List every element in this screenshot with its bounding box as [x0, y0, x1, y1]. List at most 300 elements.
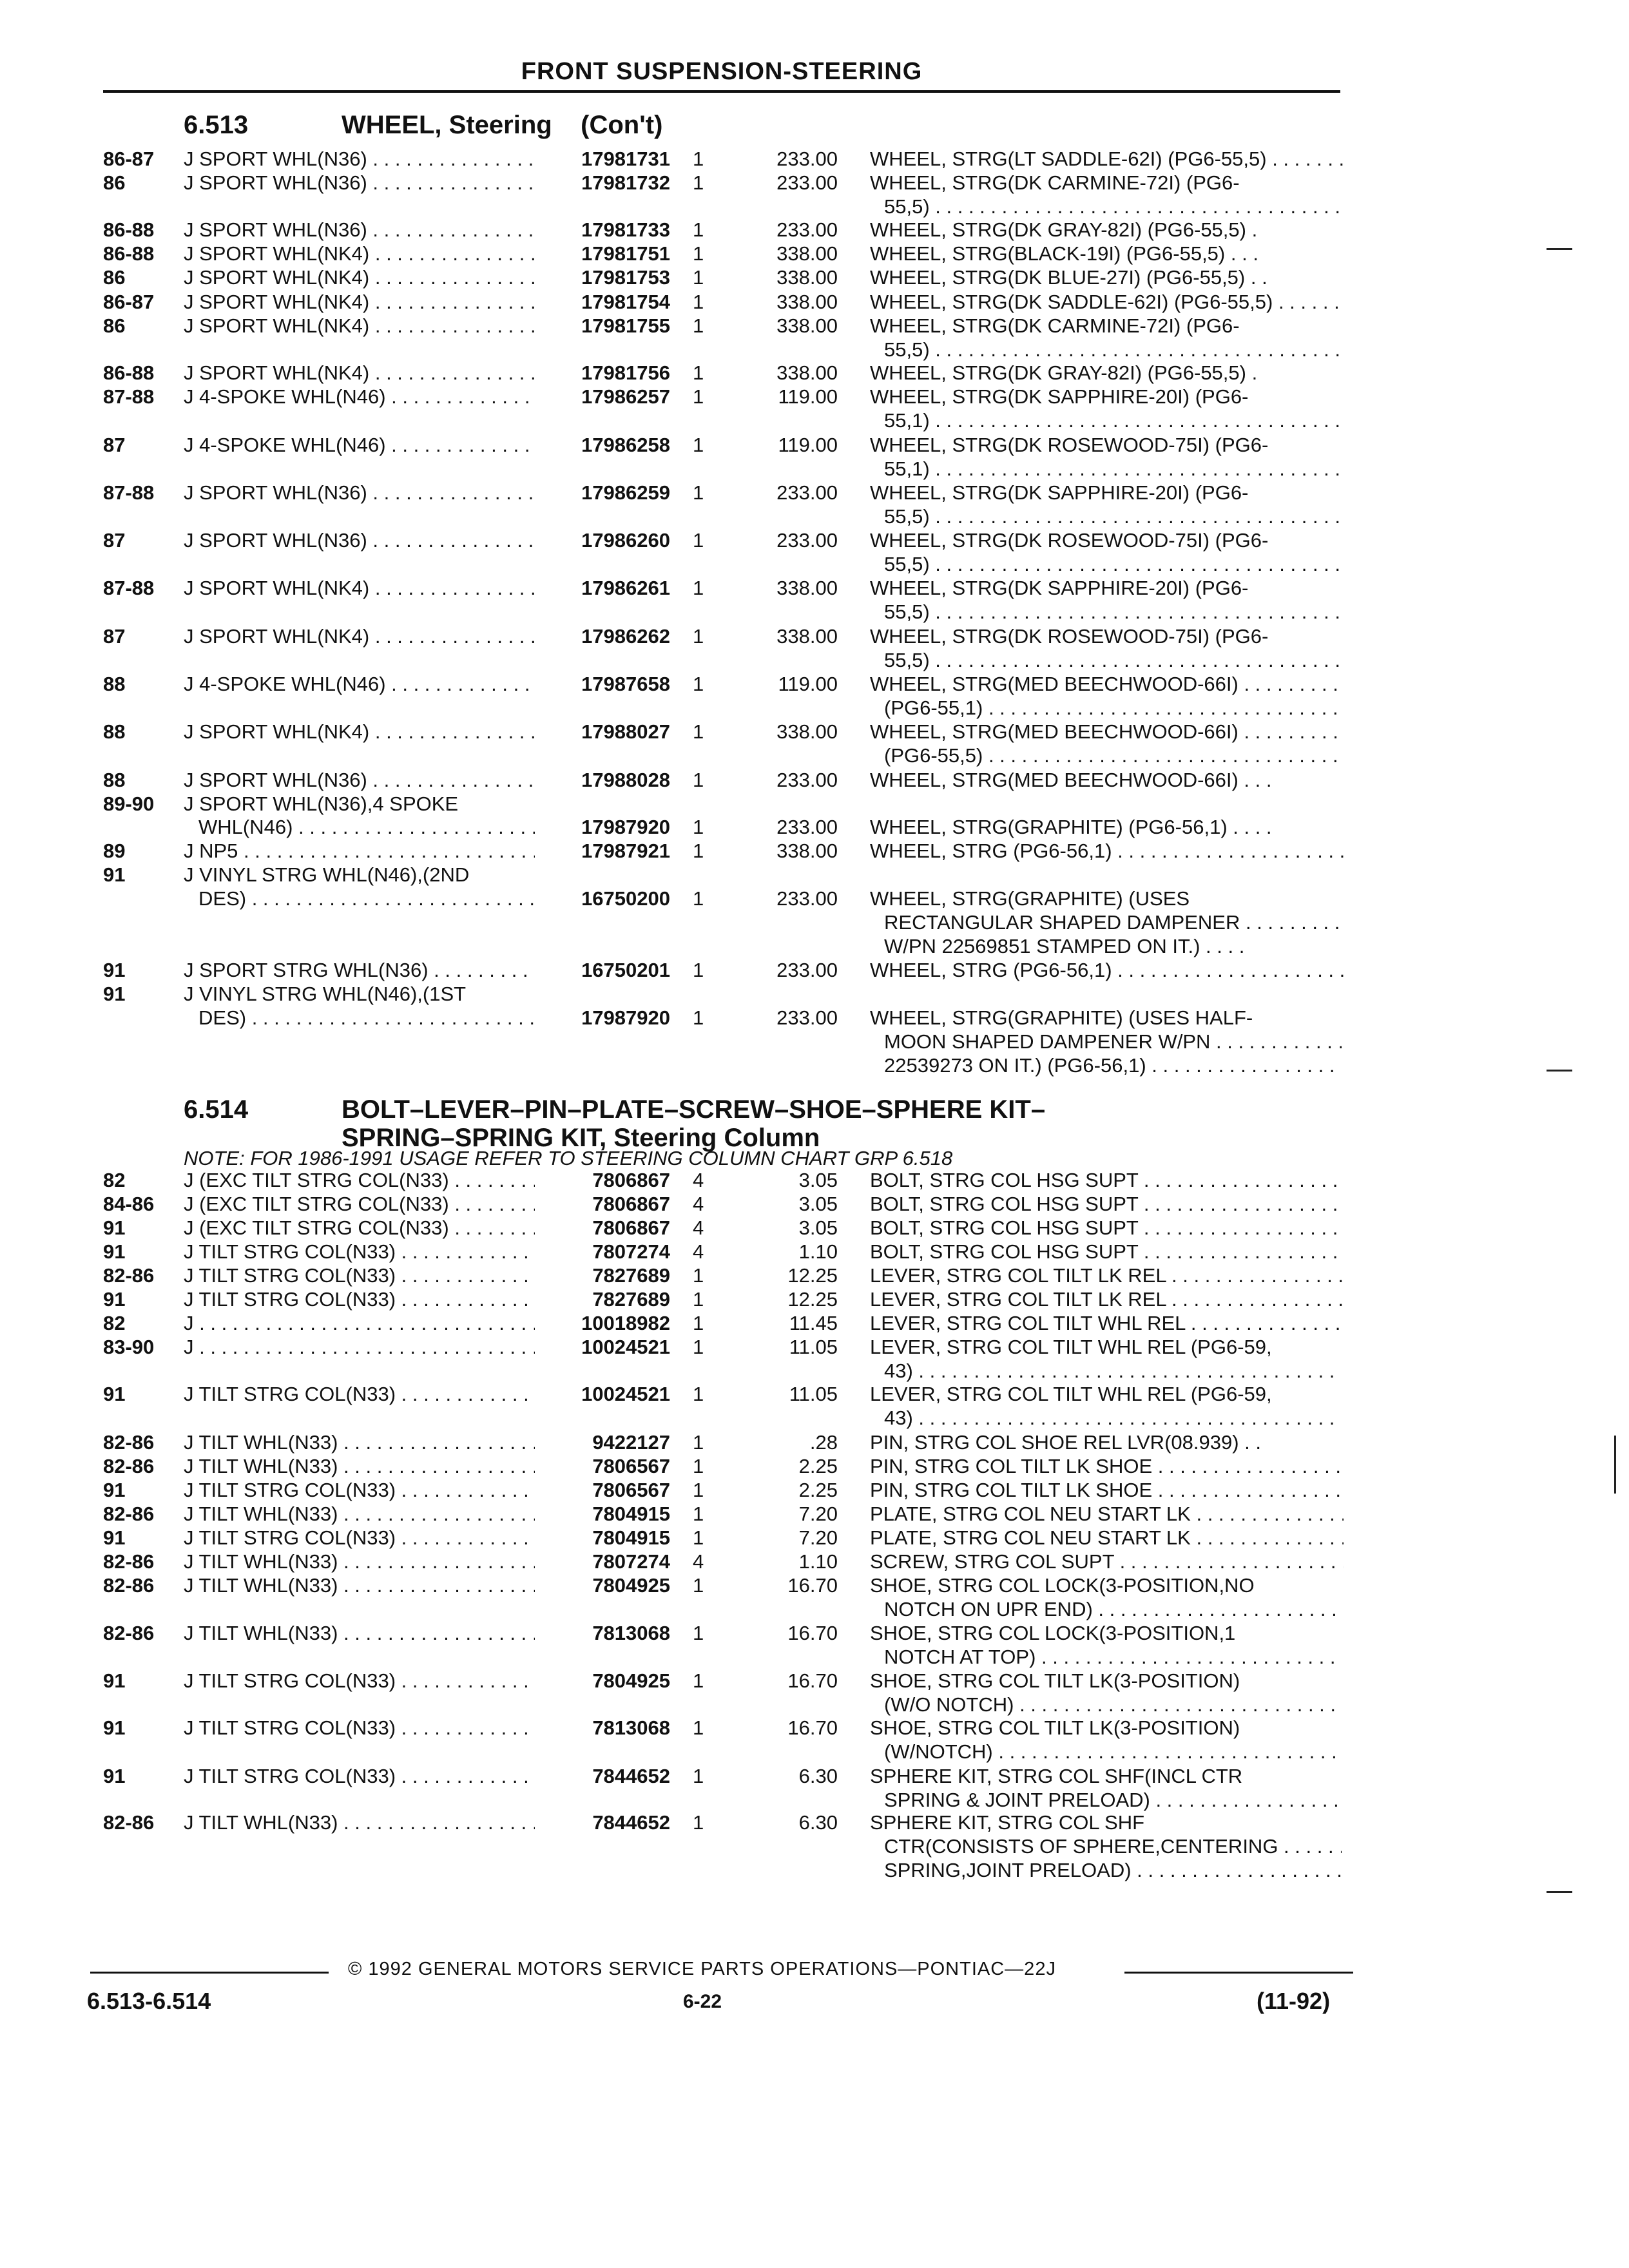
part-name-continuation: 43) . . . — [884, 1359, 1342, 1383]
quantity: 1 — [693, 1622, 704, 1644]
part-name: WHEEL, STRG(DK GRAY-82I) (PG6-55,5) . — [870, 361, 1258, 384]
part-name: LEVER, STRG COL TILT LK REL . . . — [870, 1264, 1344, 1287]
usage-description: J SPORT WHL(N36) . . . — [184, 218, 535, 242]
part-name-continuation: 55,1) . . . — [884, 457, 1342, 481]
model-years: 82 — [103, 1169, 126, 1191]
part-number: 10024521 — [581, 1336, 670, 1358]
usage-description: J TILT WHL(N33) . . . — [184, 1811, 535, 1834]
price: 12.25 — [787, 1264, 838, 1287]
model-years: 82-86 — [103, 1503, 155, 1525]
section-number: 6.513 — [184, 111, 249, 139]
quantity: 1 — [693, 148, 704, 170]
quantity: 1 — [693, 529, 704, 552]
price: 233.00 — [776, 218, 838, 241]
model-years: 87-88 — [103, 577, 155, 599]
model-years: 91 — [103, 1383, 126, 1405]
usage-description: J SPORT WHL(NK4) . . . — [184, 361, 535, 385]
part-name: SHOE, STRG COL TILT LK(3-POSITION) — [870, 1716, 1240, 1739]
model-years: 91 — [103, 1216, 126, 1239]
usage-description: J SPORT STRG WHL(N36) . . . — [184, 958, 535, 982]
part-name-continuation: (W/O NOTCH) . . . — [884, 1693, 1342, 1716]
part-name: WHEEL, STRG(GRAPHITE) (USES HALF- — [870, 1006, 1253, 1029]
part-number: 7844652 — [592, 1765, 670, 1787]
usage-description: J (EXC TILT STRG COL(N33) . . . — [184, 1192, 535, 1216]
part-number: 17981751 — [581, 242, 670, 265]
model-years: 87 — [103, 434, 126, 456]
part-name-continuation: 55,5) . . . — [884, 552, 1342, 576]
part-number: 17981756 — [581, 361, 670, 384]
usage-description: J SPORT WHL(N36) . . . — [184, 147, 535, 171]
usage-description: J TILT STRG COL(N33) . . . — [184, 1287, 535, 1311]
part-number: 17986259 — [581, 481, 670, 504]
margin-tick — [1547, 1891, 1572, 1893]
price: 12.25 — [787, 1288, 838, 1311]
quantity: 1 — [693, 1312, 704, 1334]
part-name: SHOE, STRG COL LOCK(3-POSITION,NO — [870, 1574, 1255, 1597]
quantity: 1 — [693, 1574, 704, 1597]
quantity: 1 — [693, 1765, 704, 1787]
part-number: 17981753 — [581, 266, 670, 289]
part-number: 17981732 — [581, 171, 670, 194]
margin-mark — [1614, 1436, 1616, 1494]
quantity: 1 — [693, 1526, 704, 1549]
part-number: 16750201 — [581, 959, 670, 981]
part-name-continuation: RECTANGULAR SHAPED DAMPENER . . . — [884, 910, 1342, 934]
part-name: BOLT, STRG COL HSG SUPT . . . — [870, 1216, 1344, 1240]
model-years: 82-86 — [103, 1550, 155, 1573]
part-number: 9422127 — [592, 1431, 670, 1454]
part-number: 7804925 — [592, 1574, 670, 1597]
usage-description: J TILT STRG COL(N33) . . . — [184, 1264, 535, 1287]
quantity: 1 — [693, 1336, 704, 1358]
part-name: SPHERE KIT, STRG COL SHF(INCL CTR — [870, 1765, 1243, 1787]
quantity: 1 — [693, 314, 704, 337]
usage-description: J TILT STRG COL(N33) . . . — [184, 1526, 535, 1550]
margin-tick — [1547, 1070, 1572, 1072]
price: 119.00 — [778, 385, 838, 408]
usage-description: J SPORT WHL(NK4) . . . — [184, 314, 535, 338]
part-name: PLATE, STRG COL NEU START LK . . . — [870, 1502, 1344, 1526]
part-name: PIN, STRG COL TILT LK SHOE . . . — [870, 1454, 1344, 1478]
price: 233.00 — [776, 887, 838, 910]
part-name: WHEEL, STRG(MED BEECHWOOD-66I) . . . — [870, 720, 1344, 744]
model-years: 86 — [103, 266, 126, 289]
quantity: 1 — [693, 577, 704, 599]
part-name: WHEEL, STRG (PG6-56,1) . . . — [870, 839, 1344, 863]
quantity: 1 — [693, 1811, 704, 1834]
usage-description: J TILT WHL(N33) . . . — [184, 1454, 535, 1478]
quantity: 1 — [693, 266, 704, 289]
part-name: BOLT, STRG COL HSG SUPT . . . — [870, 1240, 1344, 1264]
price: 16.70 — [787, 1716, 838, 1739]
price: 338.00 — [776, 625, 838, 648]
footer-rule-left — [90, 1972, 329, 1974]
part-number: 17981731 — [581, 148, 670, 170]
part-name-continuation: 55,5) . . . — [884, 600, 1342, 624]
quantity: 4 — [693, 1240, 704, 1263]
part-number: 7813068 — [592, 1716, 670, 1739]
quantity: 1 — [693, 887, 704, 910]
part-name-continuation: 55,1) . . . — [884, 408, 1342, 432]
part-name-continuation: 55,5) . . . — [884, 648, 1342, 672]
part-name-continuation: NOTCH AT TOP) . . . — [884, 1645, 1342, 1669]
quantity: 1 — [693, 242, 704, 265]
part-name-continuation: (PG6-55,5) . . . — [884, 744, 1342, 767]
part-number: 17987658 — [581, 673, 670, 695]
price: 338.00 — [776, 242, 838, 265]
part-number: 17987920 — [581, 816, 670, 838]
part-name: BOLT, STRG COL HSG SUPT . . . — [870, 1168, 1344, 1192]
usage-description: J 4-SPOKE WHL(N46) . . . — [184, 672, 535, 696]
part-name: PIN, STRG COL TILT LK SHOE . . . — [870, 1478, 1344, 1502]
price: 3.05 — [798, 1169, 838, 1191]
part-name: WHEEL, STRG(BLACK-19I) (PG6-55,5) . . . — [870, 242, 1258, 265]
part-number: 7806867 — [592, 1193, 670, 1215]
model-years: 87 — [103, 625, 126, 648]
usage-description: J TILT WHL(N33) . . . — [184, 1550, 535, 1573]
part-name: PIN, STRG COL SHOE REL LVR(08.939) . . — [870, 1431, 1261, 1454]
section-6-513-title — [184, 111, 662, 139]
usage-description: J SPORT WHL(N36) . . . — [184, 768, 535, 792]
quantity: 1 — [693, 959, 704, 981]
part-name-continuation: 55,5) . . . — [884, 505, 1342, 528]
quantity: 1 — [693, 1716, 704, 1739]
section-6-514-title — [184, 1095, 1045, 1152]
part-name: WHEEL, STRG(DK ROSEWOOD-75I) (PG6- — [870, 434, 1269, 456]
price: 119.00 — [778, 673, 838, 695]
model-years: 84-86 — [103, 1193, 155, 1215]
part-number: 7827689 — [592, 1264, 670, 1287]
usage-description: J 4-SPOKE WHL(N46) . . . — [184, 385, 535, 408]
part-number: 17986261 — [581, 577, 670, 599]
model-years: 91 — [103, 1669, 126, 1692]
quantity: 1 — [693, 1264, 704, 1287]
part-name: LEVER, STRG COL TILT WHL REL (PG6-59, — [870, 1336, 1272, 1358]
model-years: 91 — [103, 1288, 126, 1311]
quantity: 1 — [693, 720, 704, 743]
quantity: 1 — [693, 291, 704, 313]
model-years: 91 — [103, 1765, 126, 1787]
price: 338.00 — [776, 840, 838, 862]
usage-description: J TILT STRG COL(N33) . . . — [184, 1669, 535, 1693]
usage-description: J SPORT WHL(NK4) . . . — [184, 290, 535, 314]
model-years: 83-90 — [103, 1336, 155, 1358]
quantity: 1 — [693, 1669, 704, 1692]
price: 233.00 — [776, 529, 838, 552]
price: 3.05 — [798, 1216, 838, 1239]
part-name: WHEEL, STRG (PG6-56,1) . . . — [870, 958, 1344, 982]
part-name: WHEEL, STRG(MED BEECHWOOD-66I) . . . — [870, 672, 1344, 696]
usage-description: J TILT WHL(N33) . . . — [184, 1621, 535, 1645]
part-number: 10024521 — [581, 1383, 670, 1405]
footer-page-number: 6-22 — [683, 1991, 722, 2012]
part-name: WHEEL, STRG(DK CARMINE-72I) (PG6- — [870, 314, 1240, 337]
part-number: 17986257 — [581, 385, 670, 408]
usage-description: J . . . — [184, 1311, 535, 1335]
usage-description: J SPORT WHL(NK4) . . . — [184, 576, 535, 600]
usage-description: J TILT STRG COL(N33) . . . — [184, 1240, 535, 1264]
model-years: 82-86 — [103, 1574, 155, 1597]
usage-description: J TILT WHL(N33) . . . — [184, 1502, 535, 1526]
quantity: 4 — [693, 1550, 704, 1573]
usage-description: J SPORT WHL(N36) . . . — [184, 171, 535, 195]
model-years: 86 — [103, 314, 126, 337]
part-number: 7806867 — [592, 1216, 670, 1239]
usage-description: J SPORT WHL(NK4) . . . — [184, 265, 535, 289]
price: 3.05 — [798, 1193, 838, 1215]
model-years: 88 — [103, 769, 126, 791]
model-years: 88 — [103, 720, 126, 743]
part-name-continuation: (W/NOTCH) . . . — [884, 1740, 1342, 1763]
usage-description: DES) . . . — [198, 887, 535, 910]
quantity: 1 — [693, 1288, 704, 1311]
model-years: 91 — [103, 863, 126, 886]
footer-rule-right — [1124, 1972, 1353, 1974]
model-years: 82-86 — [103, 1264, 155, 1287]
model-years: 87-88 — [103, 481, 155, 504]
quantity: 1 — [693, 769, 704, 791]
usage-description: J NP5 . . . — [184, 839, 535, 863]
usage-description: WHL(N46) . . . — [198, 815, 535, 839]
part-name: SHOE, STRG COL TILT LK(3-POSITION) — [870, 1669, 1240, 1692]
quantity: 1 — [693, 171, 704, 194]
price: 233.00 — [776, 171, 838, 194]
part-name: WHEEL, STRG(DK BLUE-27I) (PG6-55,5) . . — [870, 266, 1268, 289]
section-number: 6.514 — [184, 1095, 249, 1124]
quantity: 1 — [693, 481, 704, 504]
price: 233.00 — [776, 481, 838, 504]
quantity: 1 — [693, 1479, 704, 1501]
usage-description: J SPORT WHL(N36) . . . — [184, 481, 535, 505]
quantity: 1 — [693, 1503, 704, 1525]
part-number: 7806567 — [592, 1479, 670, 1501]
part-number: 7804925 — [592, 1669, 670, 1692]
part-name-continuation: 55,5) . . . — [884, 338, 1342, 361]
usage-description: J . . . — [184, 1335, 535, 1359]
part-name: WHEEL, STRG(LT SADDLE-62I) (PG6-55,5) . . . — [870, 147, 1344, 171]
price: 16.70 — [787, 1622, 838, 1644]
usage-description: J TILT WHL(N33) . . . — [184, 1573, 535, 1597]
model-years: 87-88 — [103, 385, 155, 408]
model-years: 91 — [103, 959, 126, 981]
part-number: 17986262 — [581, 625, 670, 648]
quantity: 1 — [693, 1455, 704, 1477]
price: 2.25 — [798, 1479, 838, 1501]
usage-description: J 4-SPOKE WHL(N46) . . . — [184, 433, 535, 457]
quantity: 1 — [693, 361, 704, 384]
part-name-continuation: W/PN 22569851 STAMPED ON IT.) . . . . — [884, 935, 1245, 957]
part-name-continuation: SPRING & JOINT PRELOAD) . . . — [884, 1788, 1342, 1812]
model-years: 86-88 — [103, 242, 155, 265]
price: 16.70 — [787, 1574, 838, 1597]
price: 16.70 — [787, 1669, 838, 1692]
part-name: LEVER, STRG COL TILT WHL REL . . . — [870, 1311, 1344, 1335]
quantity: 1 — [693, 434, 704, 456]
price: 338.00 — [776, 314, 838, 337]
price: 338.00 — [776, 577, 838, 599]
part-number: 17987920 — [581, 1006, 670, 1029]
model-years: 86-88 — [103, 218, 155, 241]
model-years: 91 — [103, 1716, 126, 1739]
usage-description: DES) . . . — [198, 1006, 535, 1030]
model-years: 82-86 — [103, 1622, 155, 1644]
part-number: 7804915 — [592, 1526, 670, 1549]
price: 7.20 — [798, 1503, 838, 1525]
margin-tick — [1547, 248, 1572, 250]
section-cont-label: (Con't) — [581, 111, 663, 139]
part-name: WHEEL, STRG(DK ROSEWOOD-75I) (PG6- — [870, 529, 1269, 552]
part-number: 10018982 — [581, 1312, 670, 1334]
quantity: 4 — [693, 1216, 704, 1239]
part-name: WHEEL, STRG(DK SADDLE-62I) (PG6-55,5) . . . — [870, 290, 1344, 314]
part-name: WHEEL, STRG(DK CARMINE-72I) (PG6- — [870, 171, 1240, 194]
quantity: 1 — [693, 385, 704, 408]
price: 11.45 — [789, 1312, 838, 1334]
footer-copyright: © 1992 GENERAL MOTORS SERVICE PARTS OPERATIONS—PONTIAC—22J — [348, 1959, 1056, 1979]
quantity: 1 — [693, 625, 704, 648]
part-name: SHOE, STRG COL LOCK(3-POSITION,1 — [870, 1622, 1236, 1644]
part-number: 7807274 — [592, 1240, 670, 1263]
price: 233.00 — [776, 148, 838, 170]
quantity: 1 — [693, 1383, 704, 1405]
part-name-continuation: MOON SHAPED DAMPENER W/PN . . . — [884, 1030, 1342, 1053]
part-number: 16750200 — [581, 887, 670, 910]
usage-description: J TILT STRG COL(N33) . . . — [184, 1764, 535, 1788]
part-name: PLATE, STRG COL NEU START LK . . . — [870, 1526, 1344, 1550]
part-name-continuation: (PG6-55,1) . . . — [884, 696, 1342, 720]
price: 1.10 — [798, 1240, 838, 1263]
model-years: 89-90 — [103, 793, 155, 815]
footer-date: (11-92) — [1257, 1988, 1331, 2014]
price: 6.30 — [798, 1811, 838, 1834]
part-name-continuation: 55,5) . . . — [884, 195, 1342, 218]
price: 11.05 — [789, 1383, 838, 1405]
page-title: FRONT SUSPENSION-STEERING — [521, 58, 923, 85]
price: 119.00 — [778, 434, 838, 456]
part-number: 17986260 — [581, 529, 670, 552]
usage-description: J TILT STRG COL(N33) . . . — [184, 1382, 535, 1406]
price: 338.00 — [776, 266, 838, 289]
price: 338.00 — [776, 720, 838, 743]
price: 1.10 — [798, 1550, 838, 1573]
part-name-continuation: CTR(CONSISTS OF SPHERE,CENTERING . . . — [884, 1834, 1342, 1858]
usage-description: J TILT WHL(N33) . . . — [184, 1430, 535, 1454]
usage-description: J VINYL STRG WHL(N46),(2ND — [184, 863, 470, 886]
part-number: 17988027 — [581, 720, 670, 743]
model-years: 86-88 — [103, 361, 155, 384]
model-years: 86-87 — [103, 291, 155, 313]
part-name: WHEEL, STRG(MED BEECHWOOD-66I) . . . — [870, 769, 1272, 791]
part-number: 7827689 — [592, 1288, 670, 1311]
header-rule — [103, 90, 1340, 93]
quantity: 4 — [693, 1169, 704, 1191]
usage-description: J VINYL STRG WHL(N46),(1ST — [184, 983, 467, 1005]
part-number: 7806567 — [592, 1455, 670, 1477]
section-title-line2: SPRING–SPRING KIT, Steering Column — [342, 1124, 820, 1152]
model-years: 89 — [103, 840, 126, 862]
part-name: WHEEL, STRG(GRAPHITE) (USES — [870, 887, 1190, 910]
part-number: 17981754 — [581, 291, 670, 313]
part-name-continuation: SPRING,JOINT PRELOAD) . . . — [884, 1858, 1342, 1882]
usage-description: J TILT STRG COL(N33) . . . — [184, 1716, 535, 1740]
model-years: 91 — [103, 1526, 126, 1549]
model-years: 91 — [103, 983, 126, 1005]
model-years: 82-86 — [103, 1811, 155, 1834]
model-years: 91 — [103, 1479, 126, 1501]
model-years: 86-87 — [103, 148, 155, 170]
price: 7.20 — [798, 1526, 838, 1549]
part-name: WHEEL, STRG(GRAPHITE) (PG6-56,1) . . . . — [870, 816, 1272, 838]
model-years: 91 — [103, 1240, 126, 1263]
part-name: WHEEL, STRG(DK ROSEWOOD-75I) (PG6- — [870, 625, 1269, 648]
part-name: SPHERE KIT, STRG COL SHF — [870, 1811, 1145, 1834]
price: .28 — [809, 1431, 838, 1454]
section-title-line1: BOLT–LEVER–PIN–PLATE–SCREW–SHOE–SPHERE KIT– — [342, 1095, 1046, 1124]
part-number: 7807274 — [592, 1550, 670, 1573]
part-number: 17988028 — [581, 769, 670, 791]
quantity: 1 — [693, 816, 704, 838]
part-name-continuation: 22539273 ON IT.) (PG6-56,1) . . . — [884, 1053, 1342, 1077]
usage-description: J TILT STRG COL(N33) . . . — [184, 1478, 535, 1502]
usage-note: NOTE: FOR 1986-1991 USAGE REFER TO STEERING COLUMN CHART GRP 6.518 — [184, 1147, 953, 1169]
part-number: 17986258 — [581, 434, 670, 456]
usage-description: J SPORT WHL(N36) . . . — [184, 528, 535, 552]
part-name: LEVER, STRG COL TILT WHL REL (PG6-59, — [870, 1383, 1272, 1405]
quantity: 1 — [693, 1006, 704, 1029]
model-years: 82 — [103, 1312, 126, 1334]
part-number: 7844652 — [592, 1811, 670, 1834]
part-name-continuation: NOTCH ON UPR END) . . . — [884, 1597, 1342, 1621]
part-name: LEVER, STRG COL TILT LK REL . . . — [870, 1287, 1344, 1311]
price: 233.00 — [776, 816, 838, 838]
price: 233.00 — [776, 959, 838, 981]
model-years: 88 — [103, 673, 126, 695]
quantity: 4 — [693, 1193, 704, 1215]
price: 2.25 — [798, 1455, 838, 1477]
part-name: SCREW, STRG COL SUPT . . . — [870, 1550, 1344, 1573]
footer-section-range: 6.513-6.514 — [87, 1988, 211, 2014]
price: 338.00 — [776, 361, 838, 384]
usage-description: J (EXC TILT STRG COL(N33) . . . — [184, 1216, 535, 1240]
part-number: 17981755 — [581, 314, 670, 337]
usage-description: J SPORT WHL(NK4) . . . — [184, 720, 535, 744]
part-name: BOLT, STRG COL HSG SUPT . . . — [870, 1192, 1344, 1216]
part-name: WHEEL, STRG(DK SAPPHIRE-20I) (PG6- — [870, 481, 1249, 504]
part-name: WHEEL, STRG(DK GRAY-82I) (PG6-55,5) . — [870, 218, 1258, 241]
quantity: 1 — [693, 840, 704, 862]
model-years: 82-86 — [103, 1431, 155, 1454]
usage-description: J SPORT WHL(NK4) . . . — [184, 242, 535, 265]
part-name-continuation: 43) . . . — [884, 1406, 1342, 1430]
usage-description: J (EXC TILT STRG COL(N33) . . . — [184, 1168, 535, 1192]
part-number: 7804915 — [592, 1503, 670, 1525]
part-name: WHEEL, STRG(DK SAPPHIRE-20I) (PG6- — [870, 385, 1249, 408]
model-years: 86 — [103, 171, 126, 194]
section-title-text: WHEEL, Steering — [342, 111, 552, 139]
price: 6.30 — [798, 1765, 838, 1787]
usage-description: J SPORT WHL(NK4) . . . — [184, 624, 535, 648]
usage-description: J SPORT WHL(N36),4 SPOKE — [184, 793, 459, 815]
price: 11.05 — [789, 1336, 838, 1358]
price: 233.00 — [776, 1006, 838, 1029]
part-number: 7806867 — [592, 1169, 670, 1191]
model-years: 82-86 — [103, 1455, 155, 1477]
model-years: 87 — [103, 529, 126, 552]
part-number: 17981733 — [581, 218, 670, 241]
quantity: 1 — [693, 673, 704, 695]
price: 338.00 — [776, 291, 838, 313]
quantity: 1 — [693, 218, 704, 241]
